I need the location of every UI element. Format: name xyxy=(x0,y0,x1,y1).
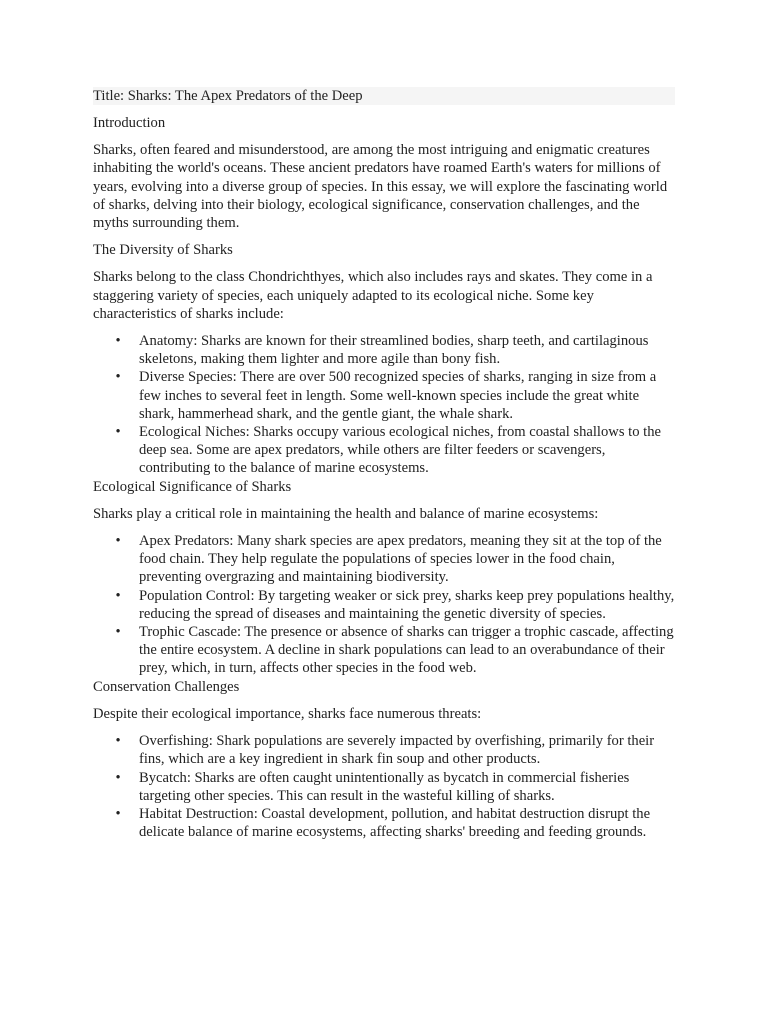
conservation-list xyxy=(93,732,675,841)
list-item xyxy=(115,623,675,678)
heading-ecological: Ecological Significance of Sharks xyxy=(93,478,292,495)
list-item xyxy=(115,587,675,623)
paragraph-introduction: Sharks, often feared and misunderstood, are among the most intriguing and enigmatic creatures inhabiting the world's oceans. These ancient predators have roamed Earth's waters for millions of years, evolving into a diverse group of species. In this essay, we will explore the fascinating world of sharks, delving into their biology, ecological significance, conservation challenges, and the myths surrounding them. xyxy=(93,142,668,232)
list-item xyxy=(115,368,675,423)
bullet-icon: • xyxy=(115,805,121,822)
list-item-text: Ecological Niches: Sharks occupy various ecological niches, from coastal shallows to the deep sea. Some are apex predators, while others are filter feeders or scavengers, contributing to the balance of marine ecosystems. xyxy=(139,424,661,477)
bullet-icon: • xyxy=(115,733,121,750)
list-item xyxy=(115,332,675,368)
heading-introduction: Introduction xyxy=(93,115,166,131)
list-item xyxy=(115,732,675,768)
document-page xyxy=(93,87,675,841)
list-item-text: Habitat Destruction: Coastal development, pollution, and habitat destruction disrupt the delicate balance of marine ecosystems, affecting sharks' breeding and feeding grounds. xyxy=(139,805,651,841)
heading-conservation: Conservation Challenges xyxy=(93,678,240,695)
list-item-text: Anatomy: Sharks are known for their streamlined bodies, sharp teeth, and cartilaginous skeletons, making them lighter and more agile than bony fish. xyxy=(139,333,649,368)
diversity-list xyxy=(93,332,675,478)
heading-diversity: The Diversity of Sharks xyxy=(93,242,233,259)
list-item-text: Trophic Cascade: The presence or absence of sharks can trigger a trophic cascade, affecting the entire ecosystem. A decline in shark populations can lead to an overabundance of their prey, which, in turn, affects other species in the food web. xyxy=(139,624,674,677)
bullet-icon: • xyxy=(115,624,121,641)
ecological-list xyxy=(93,532,675,678)
paragraph-conservation: Despite their ecological importance, sharks face numerous threats: xyxy=(93,705,482,722)
bullet-icon: • xyxy=(115,424,121,441)
paragraph-diversity: Sharks belong to the class Chondrichthyes, which also includes rays and skates. They come in a staggering variety of species, each uniquely adapted to its ecological niche. Some key characteristics of sharks include: xyxy=(93,269,653,322)
bullet-icon: • xyxy=(115,333,121,350)
list-item xyxy=(115,532,675,587)
bullet-icon: • xyxy=(115,587,121,604)
list-item xyxy=(115,805,675,841)
list-item xyxy=(115,423,675,478)
document-title: Title: Sharks: The Apex Predators of the Deep xyxy=(93,87,675,105)
bullet-icon: • xyxy=(115,369,121,386)
bullet-icon: • xyxy=(115,533,121,550)
list-item-text: Bycatch: Sharks are often caught unintentionally as bycatch in commercial fisheries targeting other species. This can result in the wasteful killing of sharks. xyxy=(139,769,630,804)
bullet-icon: • xyxy=(115,769,121,786)
list-item-text: Diverse Species: There are over 500 recognized species of sharks, ranging in size from a few inches to several feet in length. Some well-known species include the great white shark, hammerhead shark, and the gentle giant, the whale shark. xyxy=(139,369,657,422)
list-item-text: Overfishing: Shark populations are severely impacted by overfishing, primarily for their fins, which are a key ingredient in shark fin soup and other products. xyxy=(139,733,655,768)
list-item-text: Apex Predators: Many shark species are apex predators, meaning they sit at the top of the food chain. They help regulate the populations of species lower in the food chain, preventing overgrazing and maintaining biodiversity. xyxy=(139,533,662,586)
paragraph-ecological: Sharks play a critical role in maintaining the health and balance of marine ecosystems: xyxy=(93,505,599,522)
list-item xyxy=(115,769,675,805)
list-item-text: Population Control: By targeting weaker or sick prey, sharks keep prey populations healthy, reducing the spread of diseases and maintaining the genetic diversity of species. xyxy=(139,587,675,622)
